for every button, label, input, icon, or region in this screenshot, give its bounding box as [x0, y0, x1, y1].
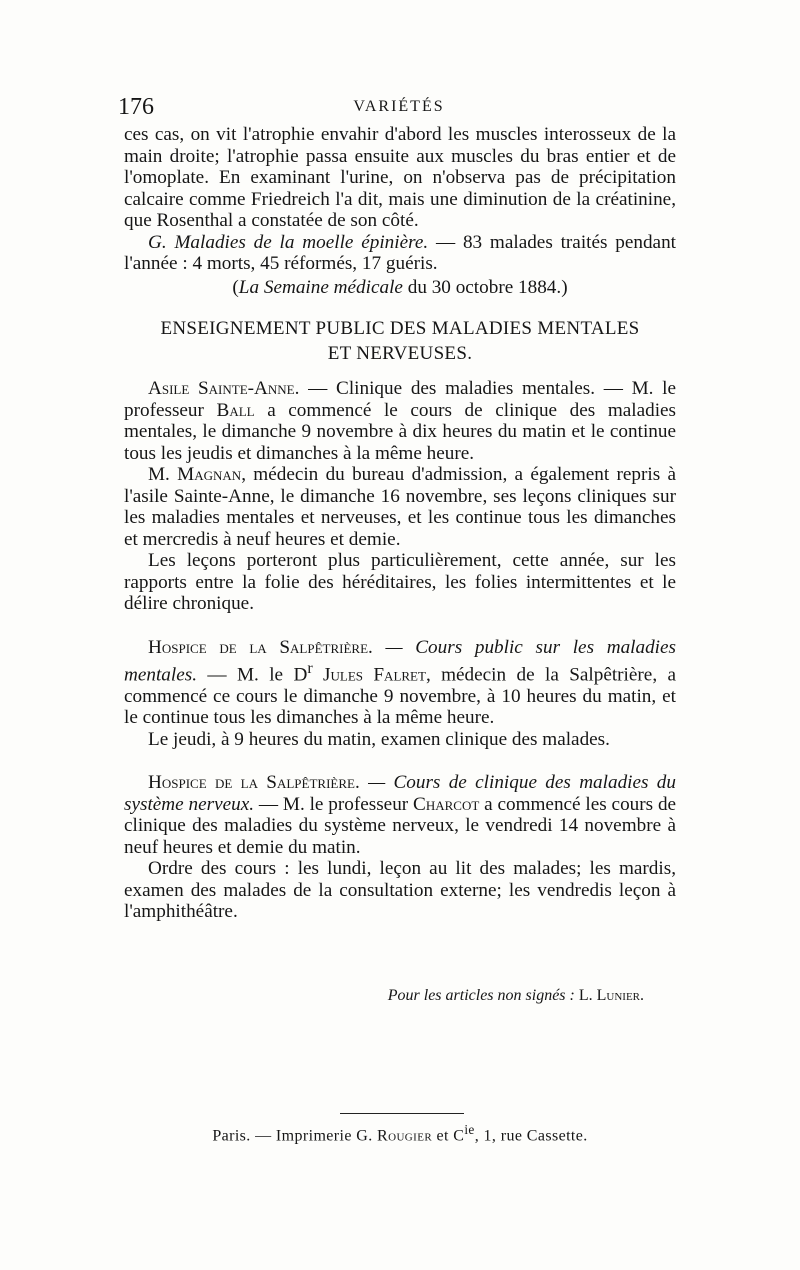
page-number: 176 [118, 94, 154, 120]
imprint-text2: et C [436, 1127, 465, 1145]
source-date: du 30 octobre 1884. [407, 276, 562, 298]
paragraph-asile [124, 378, 676, 464]
moelle-text: — 83 malades traités pendant l'année : 4 morts, 45 réformés, 17 guéris. [124, 231, 676, 274]
magnan-name: Magnan [177, 464, 242, 485]
section-title-line1: ENSEIGNEMENT PUBLIC DES MALADIES MENTALES [160, 318, 640, 339]
charcot-course: — Cours de clinique des maladies du système nerveux. [124, 772, 676, 815]
falret-sup: r [307, 660, 313, 677]
falret-course: — Cours public sur les maladies mentales. [124, 636, 677, 686]
paragraph-magnan [124, 464, 676, 550]
page-header [118, 94, 680, 124]
footer-rule [340, 1113, 464, 1114]
asile-text1: — Clinique des maladies mentales. — M. le professeur [124, 378, 677, 421]
moelle-label: G. [148, 231, 167, 253]
asile-place: Asile Sainte-Anne. [148, 378, 300, 399]
charcot-text1: — M. le professeur [258, 793, 409, 815]
magnan-prefix: M. [148, 464, 170, 485]
printer-imprint [0, 1122, 800, 1145]
source-publication: La Semaine médicale [238, 276, 403, 298]
signature [124, 985, 676, 1007]
charcot-place: Hospice de la Salpêtrière. [148, 772, 360, 794]
signature-author: L. Lunier. [578, 986, 644, 1004]
magnan-text: , médecin du bureau d'admission, a également repris à l'asile Sainte-Anne, le dimanche 16 novembre, ses leçons cliniques sur les maladies mentales et nerveuses, et les continue tous les dimanches et mercredis à neuf heures et demie. [124, 464, 677, 550]
moelle-heading: Maladies de la moelle épinière. [174, 231, 429, 253]
paragraph-falret [124, 637, 676, 729]
paragraph-lecons: Les leçons porteront plus particulièrement, cette année, sur les rapports entre la folie des héréditaires, les folies intermittentes et le délire chronique. [124, 550, 676, 614]
falret-text1: — M. le D [207, 664, 308, 686]
falret-text2: , médecin de la Salpêtrière, a commencé ce cours le dimanche 9 novembre, à 10 heures du matin, et le continue tous les dimanches à la même heure. [124, 664, 677, 729]
page-body [124, 124, 676, 1006]
paragraph-ordre: Ordre des cours : les lundi, leçon au lit des malades; les mardis, examen des malades de la consultation externe; les vendredis leçon à l'amphithéâtre. [124, 858, 676, 923]
asile-text2: a commencé le cours de clinique des maladies mentales, le dimanche 9 novembre à dix heures du matin et le continue tous les jeudis et dimanches à la même heure. [124, 399, 677, 464]
asile-name: Ball [216, 399, 255, 421]
signature-text: Pour les articles non signés : [387, 986, 575, 1004]
section-title [124, 316, 676, 366]
paragraph-charcot [124, 772, 676, 858]
charcot-name: Charcot [413, 793, 480, 815]
paragraph-moelle [124, 232, 676, 275]
section-title-line2: ET NERVEUSES. [327, 343, 473, 364]
charcot-text2: a commencé les cours de clinique des maladies du système nerveux, le vendredi 14 novembre à neuf heures et demie du matin. [124, 793, 677, 858]
falret-name: Jules Falret [323, 664, 426, 686]
imprint-text1: Paris. — Imprimerie G. [212, 1127, 373, 1145]
imprint-printer: Rougier [377, 1127, 433, 1145]
imprint-text3: , 1, rue Cassette. [474, 1127, 588, 1145]
source-citation: (La Semaine médicale du 30 octobre 1884.) [232, 276, 568, 298]
paragraph-jeudi: Le jeudi, à 9 heures du matin, examen clinique des malades. [148, 728, 610, 750]
running-head: VARIÉTÉS [353, 98, 445, 115]
imprint-sup: ie [464, 1122, 475, 1137]
paragraph-continuation: ces cas, on vit l'atrophie envahir d'abord les muscles interosseux de la main droite; l'atrophie passa ensuite aux muscles du bras entier et de l'omoplate. En examinant l'urine, on n'observa pas de précipitation calcaire comme Friedreich l'a dit, mais une diminution de la créatinine, que Rosenthal a constatée de son côté. [124, 124, 676, 231]
falret-place: Hospice de la Salpêtrière. [148, 636, 373, 658]
